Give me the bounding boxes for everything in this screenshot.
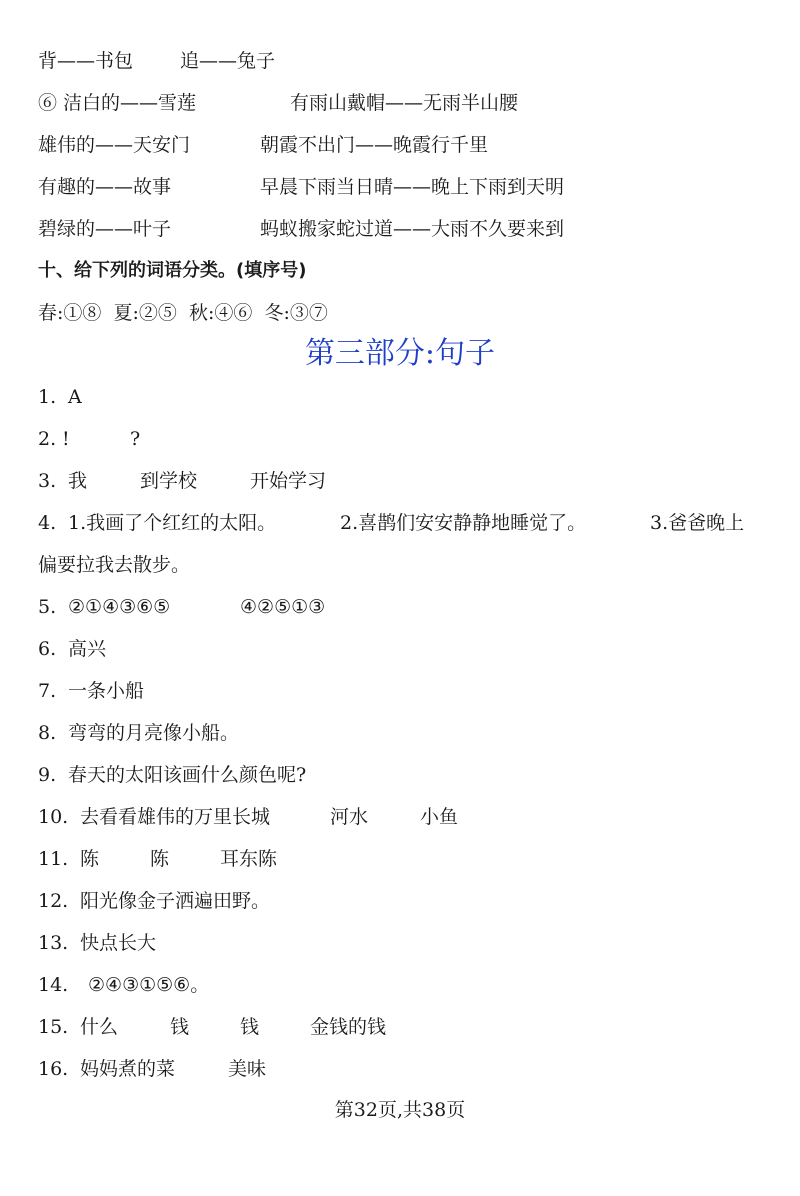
answer-number: 5.: [38, 596, 57, 618]
answer-text: 我: [68, 470, 88, 492]
answer-text: ②①④③⑥⑤: [68, 596, 171, 618]
pair-right: 有雨山戴帽——无雨半山腰: [290, 92, 519, 114]
answer-number: 3.: [38, 470, 57, 492]
answer-number: 12.: [38, 890, 69, 912]
answer-text: 小鱼: [420, 806, 459, 828]
answer-number: 13.: [38, 932, 69, 954]
answer-text: ④②⑤①③: [240, 596, 326, 618]
answer-text: 2.喜鹊们安安静静地睡觉了。: [340, 512, 587, 534]
answer-text: 到学校: [140, 470, 198, 492]
answer-text: 去看看雄伟的万里长城: [80, 806, 271, 828]
answer-text: ?: [130, 428, 141, 450]
answer-text: 什么: [80, 1016, 119, 1038]
answer-number: 10.: [38, 806, 69, 828]
answer-number: 7.: [38, 680, 57, 702]
answer-text: 开始学习: [250, 470, 327, 492]
question-answer: 春:①⑧ 夏:②⑤ 秋:④⑥ 冬:③⑦: [38, 302, 328, 324]
answer-text: ②④③①⑤⑥。: [88, 974, 210, 996]
answer-text: 春天的太阳该画什么颜色呢?: [68, 764, 307, 786]
answer-number: 2.: [38, 428, 57, 450]
answer-number: 9.: [38, 764, 57, 786]
answer-number: 1.: [38, 386, 57, 408]
answer-number: 11.: [38, 848, 69, 870]
pair-left: 雄伟的——天安门: [38, 134, 191, 156]
answer-text: 阳光像金子洒遍田野。: [80, 890, 271, 912]
answer-text: 钱: [170, 1016, 190, 1038]
answer-text: 3.爸爸晚上: [650, 512, 745, 534]
answer-text: 1.我画了个红红的太阳。: [68, 512, 277, 534]
answer-text: 弯弯的月亮像小船。: [68, 722, 240, 744]
pair-right: 早晨下雨当日晴——晚上下雨到天明: [260, 176, 565, 198]
answer-text: 陈: [150, 848, 170, 870]
answer-continuation: 偏要拉我去散步。: [38, 554, 191, 576]
answer-number: 15.: [38, 1016, 69, 1038]
page-number: 第32页,共38页: [334, 1099, 466, 1121]
answer-number: 14.: [38, 974, 69, 996]
answer-text: A: [68, 386, 82, 408]
answer-text: 妈妈煮的菜: [80, 1058, 176, 1080]
answer-number: 16.: [38, 1058, 69, 1080]
answer-number: 8.: [38, 722, 57, 744]
answer-text: 河水: [330, 806, 369, 828]
pair-right: 追——兔子: [180, 50, 276, 72]
answer-text: 快点长大: [80, 932, 157, 954]
answer-text: !: [62, 428, 70, 450]
answer-number: 6.: [38, 638, 57, 660]
pair-left: 背——书包: [38, 50, 134, 72]
question-heading: 十、给下列的词语分类。(填序号): [38, 260, 307, 281]
pair-right: 朝霞不出门——晚霞行千里: [260, 134, 489, 156]
section-title: 第三部分:句子: [304, 336, 496, 371]
pair-right: 蚂蚁搬家蛇过道——大雨不久要来到: [260, 218, 565, 240]
answer-text: 耳东陈: [220, 848, 278, 870]
answer-text: 钱: [240, 1016, 260, 1038]
answer-text: 一条小船: [68, 680, 145, 702]
answer-text: 陈: [80, 848, 100, 870]
answer-text: 高兴: [68, 638, 107, 660]
pair-left: 有趣的——故事: [38, 176, 172, 198]
pair-left: ⑥ 洁白的——雪莲: [38, 92, 197, 114]
answer-text: 美味: [228, 1058, 267, 1080]
answer-text: 金钱的钱: [310, 1016, 387, 1038]
answer-number: 4.: [38, 512, 57, 534]
pair-left: 碧绿的——叶子: [38, 218, 172, 240]
